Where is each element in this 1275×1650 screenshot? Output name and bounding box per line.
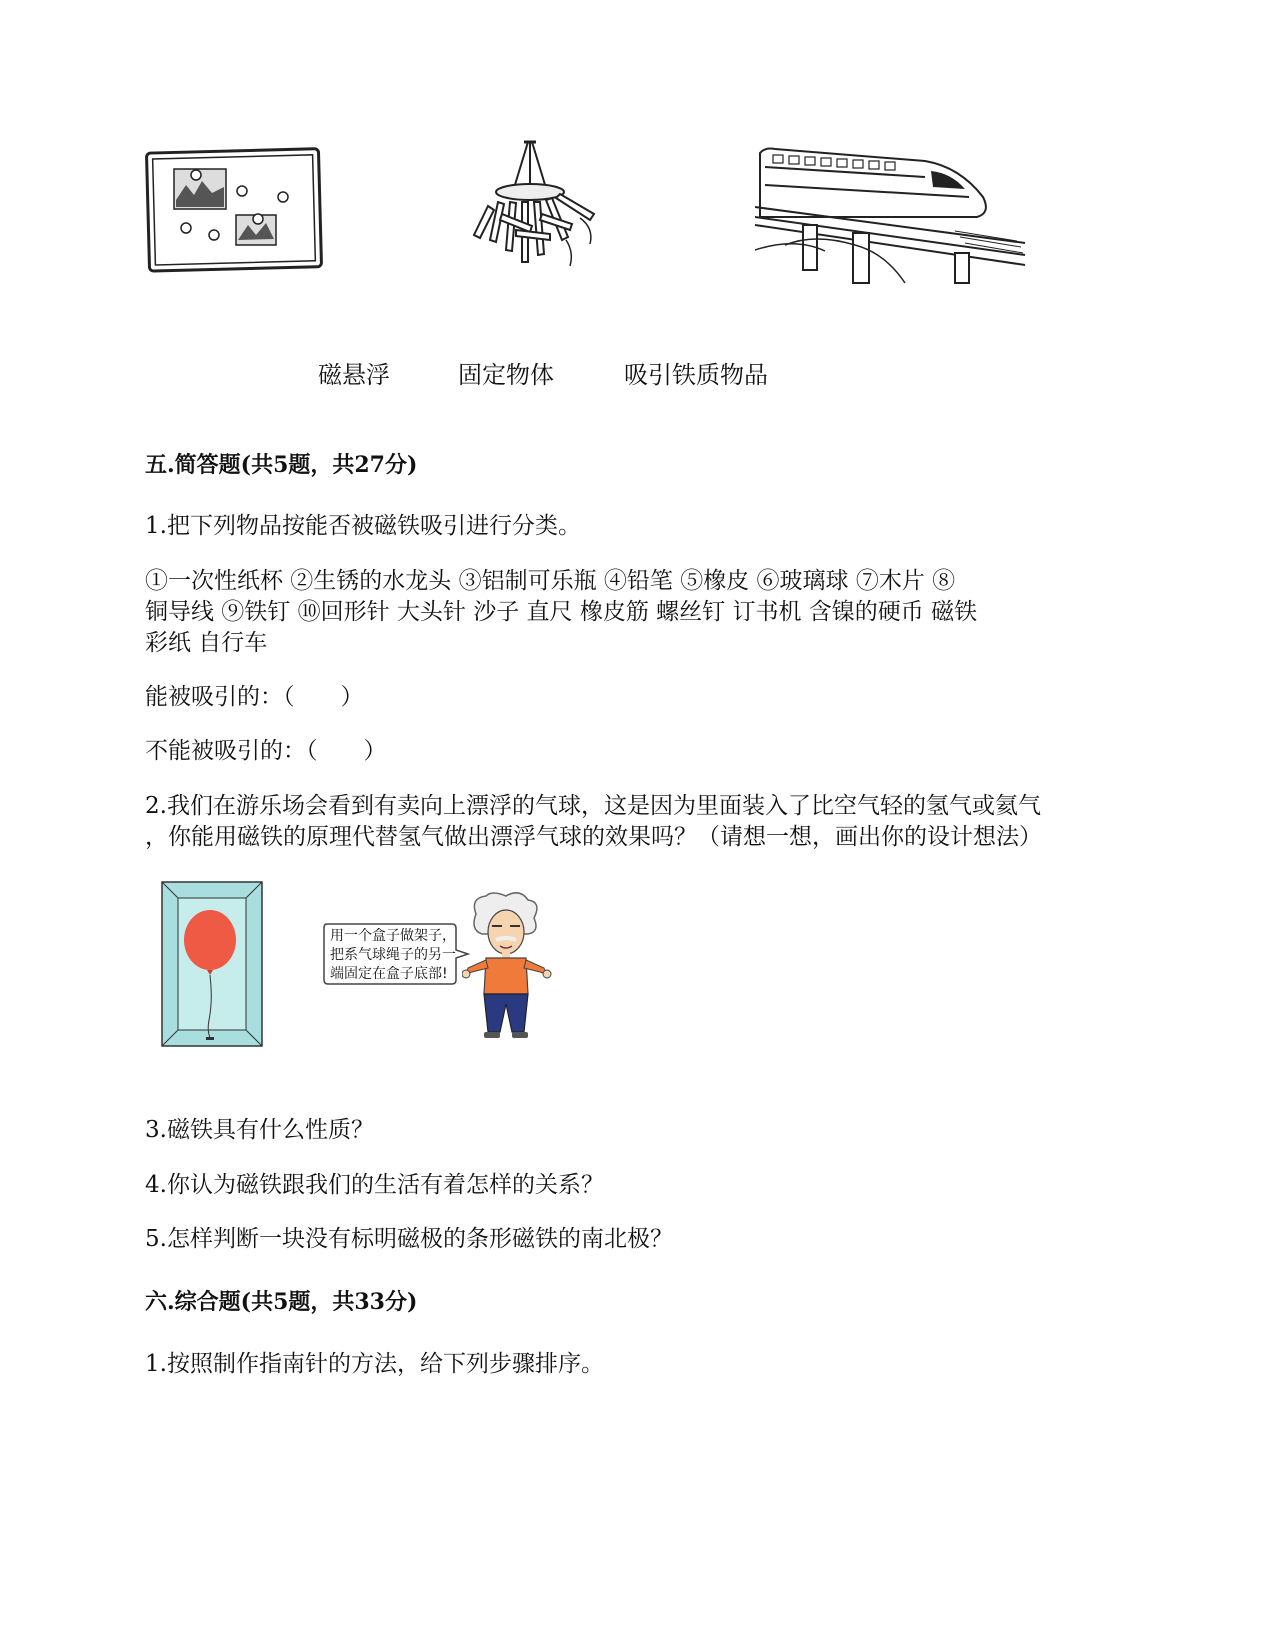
speech-line-2: 把系气球绳子的另一 [330, 947, 456, 963]
maglev-train-illustration [755, 145, 1030, 290]
section-6-heading: 六.综合题(共5题，共33分) [145, 1289, 418, 1315]
q4-text: 4.你认为磁铁跟我们的生活有着怎样的关系？ [145, 1172, 604, 1198]
q1-not-attract-answer[interactable]: 不能被吸引的：（ ） [145, 738, 387, 764]
q2-text-line-2: ，你能用磁铁的原理代替氢气做出漂浮气球的效果吗？（请想一想，画出你的设计想法） [145, 824, 1042, 850]
q5-text: 5.怎样判断一块没有标明磁极的条形磁铁的南北极？ [145, 1226, 673, 1252]
magnetic-whiteboard-illustration [140, 145, 330, 280]
label-fix-objects: 固定物体 [458, 361, 554, 389]
section-5-heading: 五.简答题(共5题，共27分) [145, 452, 418, 478]
q1-prompt: 1.把下列物品按能否被磁铁吸引进行分类。 [145, 513, 581, 539]
q1-attract-answer[interactable]: 能被吸引的：（ ） [145, 684, 364, 710]
speech-line-1: 用一个盒子做架子， [330, 928, 456, 944]
q1-items-line-3: 彩纸 自行车 [145, 630, 268, 656]
q2-text-line-1: 2.我们在游乐场会看到有卖向上漂浮的气球，这是因为里面装入了比空气轻的氢气或氦气 [145, 793, 1041, 819]
q1-items-line-1: ①一次性纸杯 ②生锈的水龙头 ③铝制可乐瓶 ④铅笔 ⑤橡皮 ⑥玻璃球 ⑦木片 ⑧ [145, 568, 956, 594]
label-attract-iron: 吸引铁质物品 [624, 361, 768, 389]
speech-line-3: 端固定在盒子底部! [330, 966, 448, 982]
balloon-box-illustration [160, 880, 265, 1050]
scientist-character [462, 892, 552, 1040]
label-maglev: 磁悬浮 [318, 361, 390, 389]
q3-text: 3.磁铁具有什么性质？ [145, 1117, 374, 1143]
crane-electromagnet-illustration [470, 140, 620, 275]
s6-q1-text: 1.按照制作指南针的方法，给下列步骤排序。 [145, 1351, 604, 1377]
q1-items-line-2: 铜导线 ⑨铁钉 ⑩回形针 大头针 沙子 直尺 橡皮筋 螺丝钉 订书机 含镍的硬币 磁铁 [145, 599, 978, 625]
